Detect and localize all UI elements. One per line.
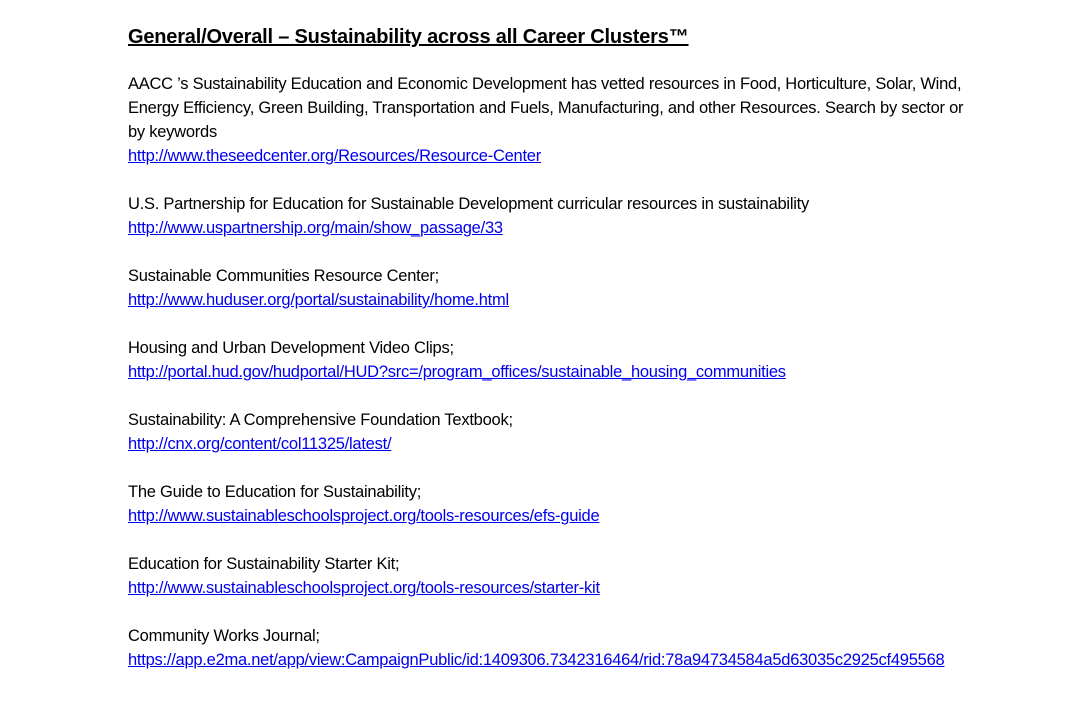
resource-entry: [128, 336, 968, 384]
resource-link[interactable]: http://www.theseedcenter.org/Resources/Resource-Center: [128, 147, 541, 165]
resource-link[interactable]: http://www.sustainableschoolsproject.org/tools-resources/starter-kit: [128, 579, 600, 597]
resource-entry: [128, 72, 968, 168]
resource-entry: [128, 192, 968, 240]
resource-description: Sustainable Communities Resource Center;: [128, 267, 439, 285]
resource-entry: [128, 408, 968, 456]
resource-link[interactable]: http://portal.hud.gov/hudportal/HUD?src=/program_offices/sustainable_housing_communities: [128, 363, 786, 381]
resource-entry: [128, 264, 968, 312]
resource-description: Sustainability: A Comprehensive Foundation Textbook;: [128, 411, 513, 429]
resource-description: Community Works Journal;: [128, 627, 320, 645]
resource-description: Housing and Urban Development Video Clips;: [128, 339, 454, 357]
resource-description: The Guide to Education for Sustainability;: [128, 483, 422, 501]
resource-link[interactable]: http://www.sustainableschoolsproject.org/tools-resources/efs-guide: [128, 507, 600, 525]
document-content: [128, 24, 968, 696]
page-title: General/Overall – Sustainability across all Career Clusters™: [128, 26, 689, 48]
resource-entry: [128, 480, 968, 528]
resource-description: Education for Sustainability Starter Kit;: [128, 555, 400, 573]
resource-description: U.S. Partnership for Education for Sustainable Development curricular resources in sustainability: [128, 195, 810, 213]
resource-link[interactable]: https://app.e2ma.net/app/view:CampaignPublic/id:1409306.7342316464/rid:78a94734584a5d63035c2925cf495568: [128, 651, 945, 669]
resource-link[interactable]: http://www.huduser.org/portal/sustainability/home.html: [128, 291, 509, 309]
resource-link[interactable]: http://www.uspartnership.org/main/show_passage/33: [128, 219, 503, 237]
resource-description: AACC ’s Sustainability Education and Economic Development has vetted resources in Food, Horticulture, Solar, Wind, Energy Efficiency, Green Building, Transportation and Fuels, Manufacturing, and other Resources. Search by sector or by keywords: [128, 75, 964, 141]
resource-entry: [128, 552, 968, 600]
resource-link[interactable]: http://cnx.org/content/col11325/latest/: [128, 435, 392, 453]
resource-entry: [128, 624, 968, 672]
